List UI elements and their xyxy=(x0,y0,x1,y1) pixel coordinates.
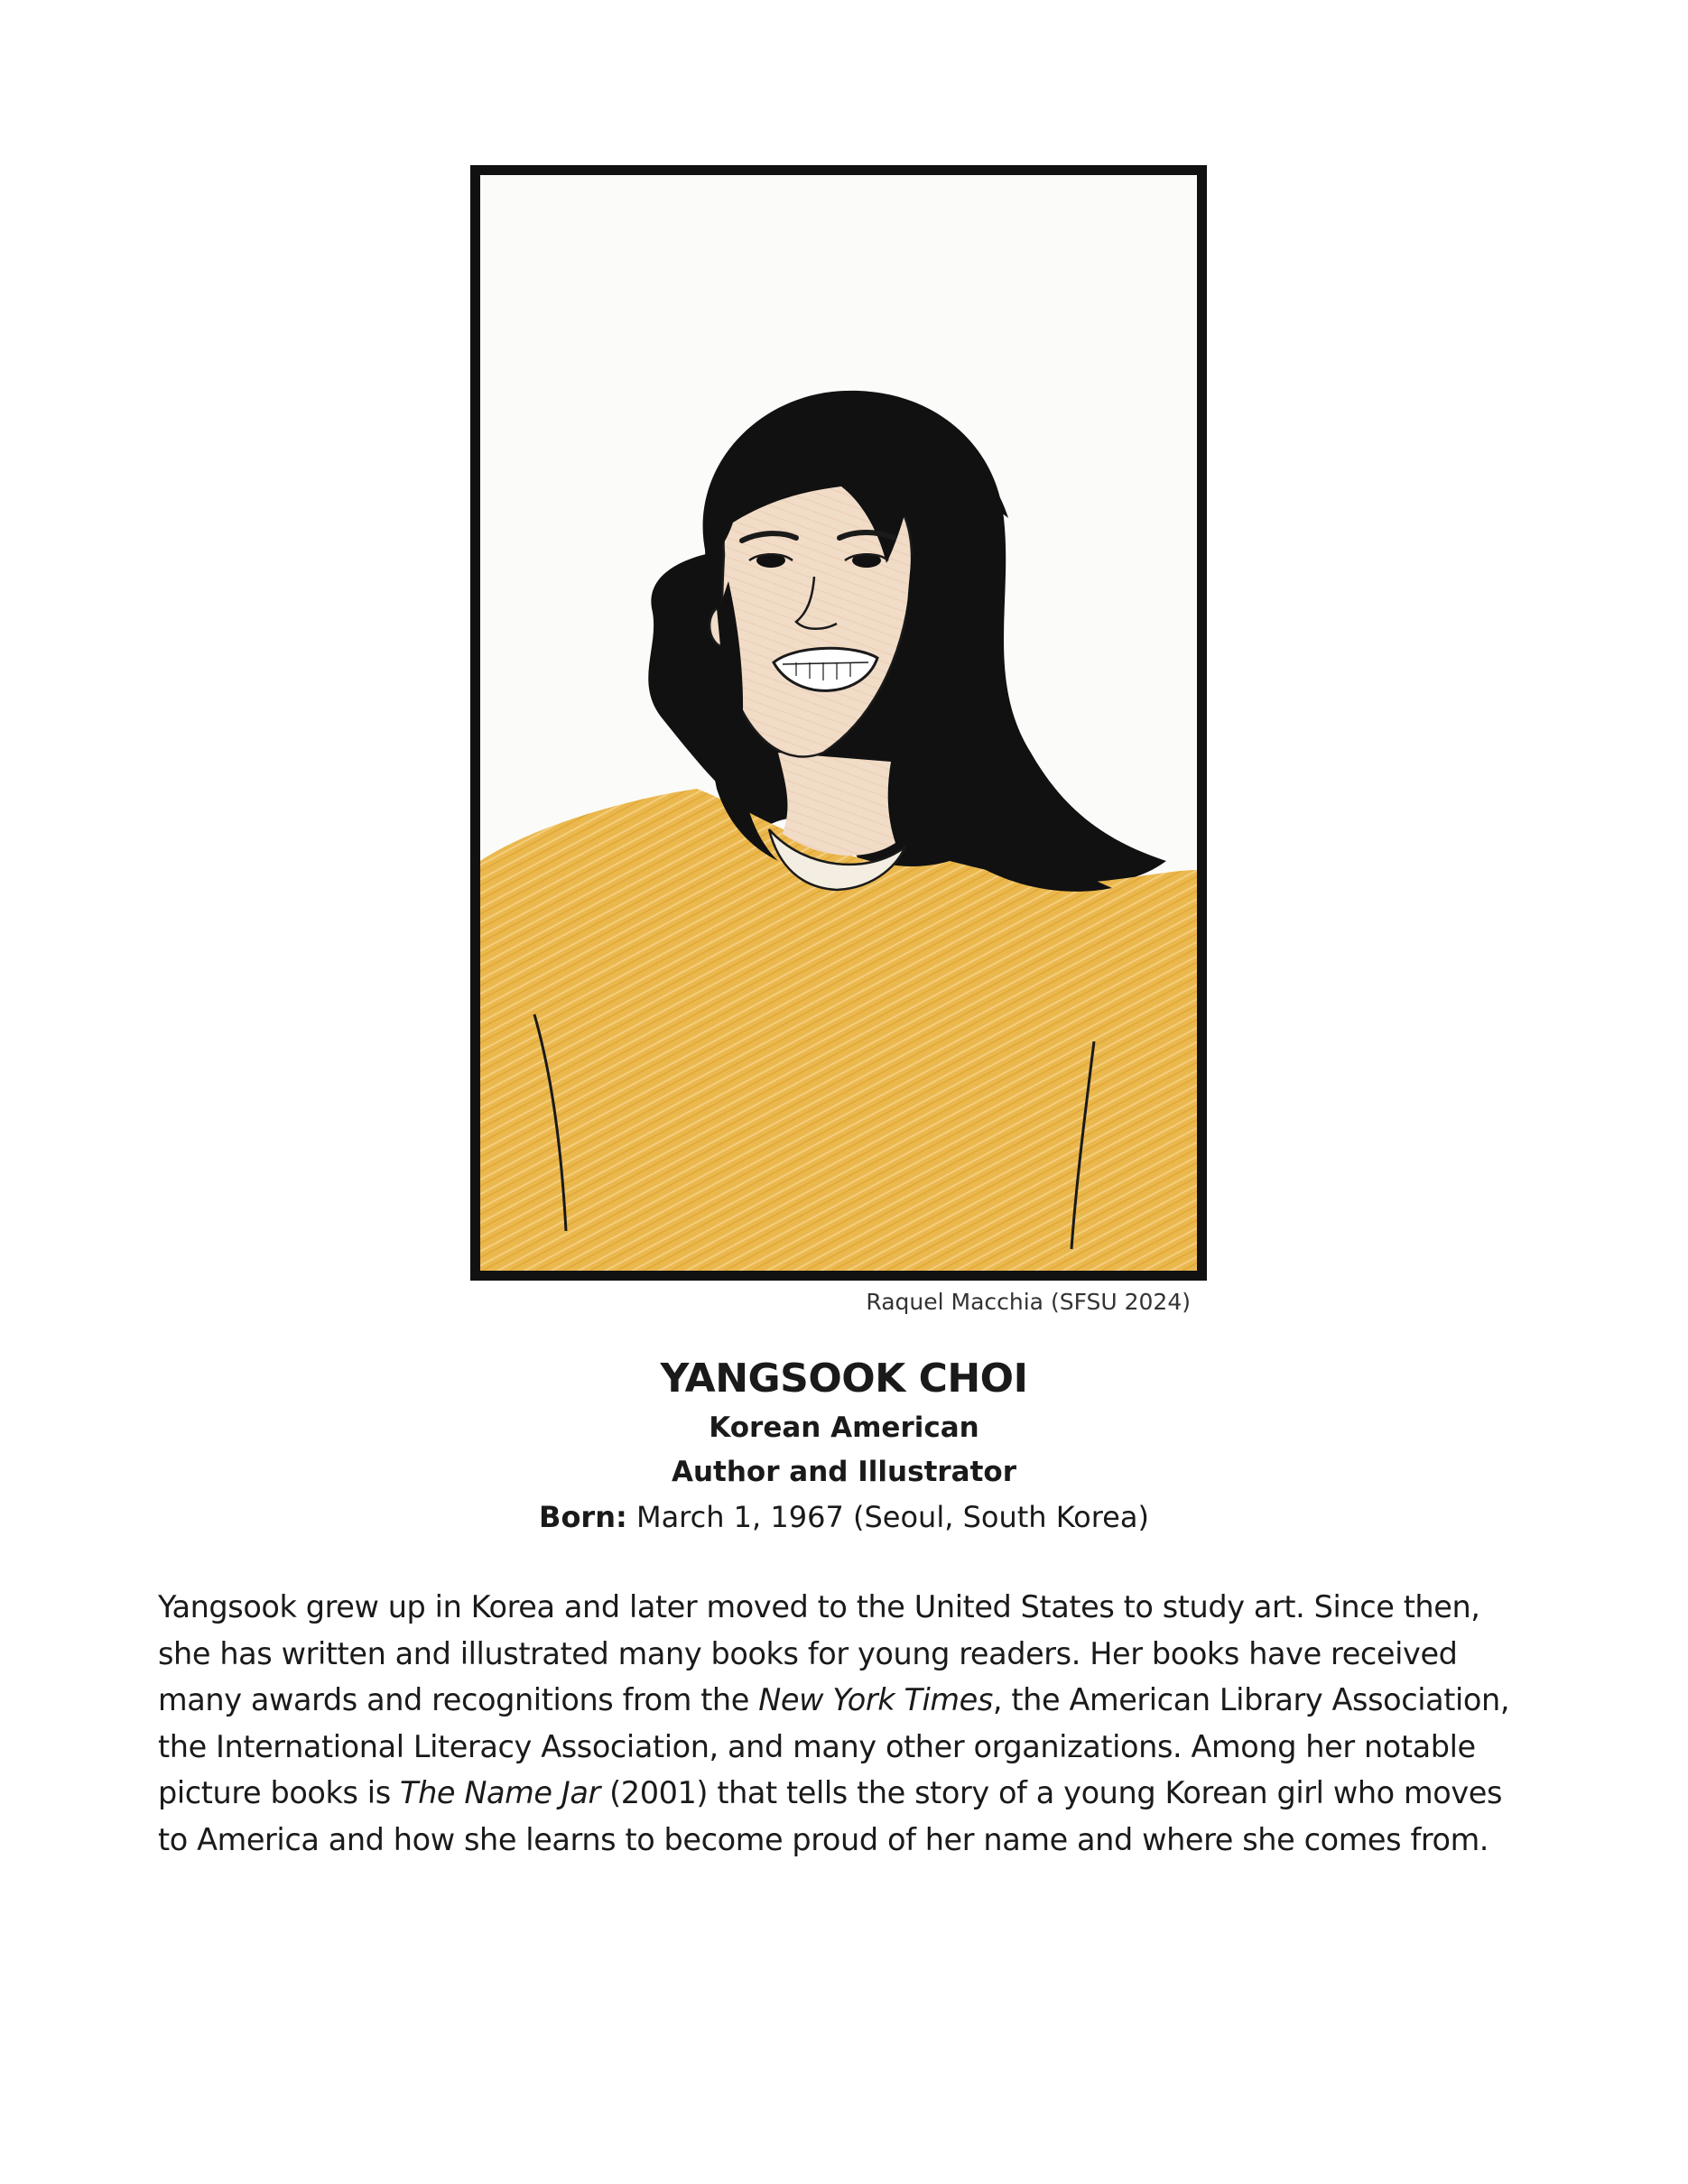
birth-info xyxy=(0,1495,1688,1540)
bio-text-1: Yangsook grew up in Korea and later moved to the United States to study art. Since then, she has written and illustrated many books for young readers. Her books have received many awards and recognitions from the xyxy=(158,1589,1480,1717)
illustration-credit: Raquel Macchia (SFSU 2024) xyxy=(866,1289,1191,1315)
biography-paragraph xyxy=(158,1584,1539,1863)
born-value: March 1, 1967 (Seoul, South Korea) xyxy=(626,1500,1149,1534)
heritage-label: Korean American xyxy=(709,1411,979,1444)
bio-text-2: , the American Library Association, the International Literacy Association, and many other organizations. Among her notable picture books is xyxy=(158,1682,1510,1810)
bio-italic-newspaper: New York Times xyxy=(758,1682,993,1717)
portrait-frame xyxy=(470,165,1207,1281)
neck xyxy=(778,753,895,856)
portrait-drawing xyxy=(480,175,1197,1271)
role-label: Author and Illustrator xyxy=(671,1456,1017,1488)
bio-header xyxy=(0,1352,1688,1540)
page-title: YANGSOOK CHOI xyxy=(660,1356,1028,1402)
born-label: Born: xyxy=(539,1500,627,1534)
bio-italic-book-title: The Name Jar xyxy=(400,1775,600,1810)
bio-text-3: (2001) that tells the story of a young Korean girl who moves to America and how she learns to become proud of her name and where she comes from. xyxy=(158,1775,1503,1857)
